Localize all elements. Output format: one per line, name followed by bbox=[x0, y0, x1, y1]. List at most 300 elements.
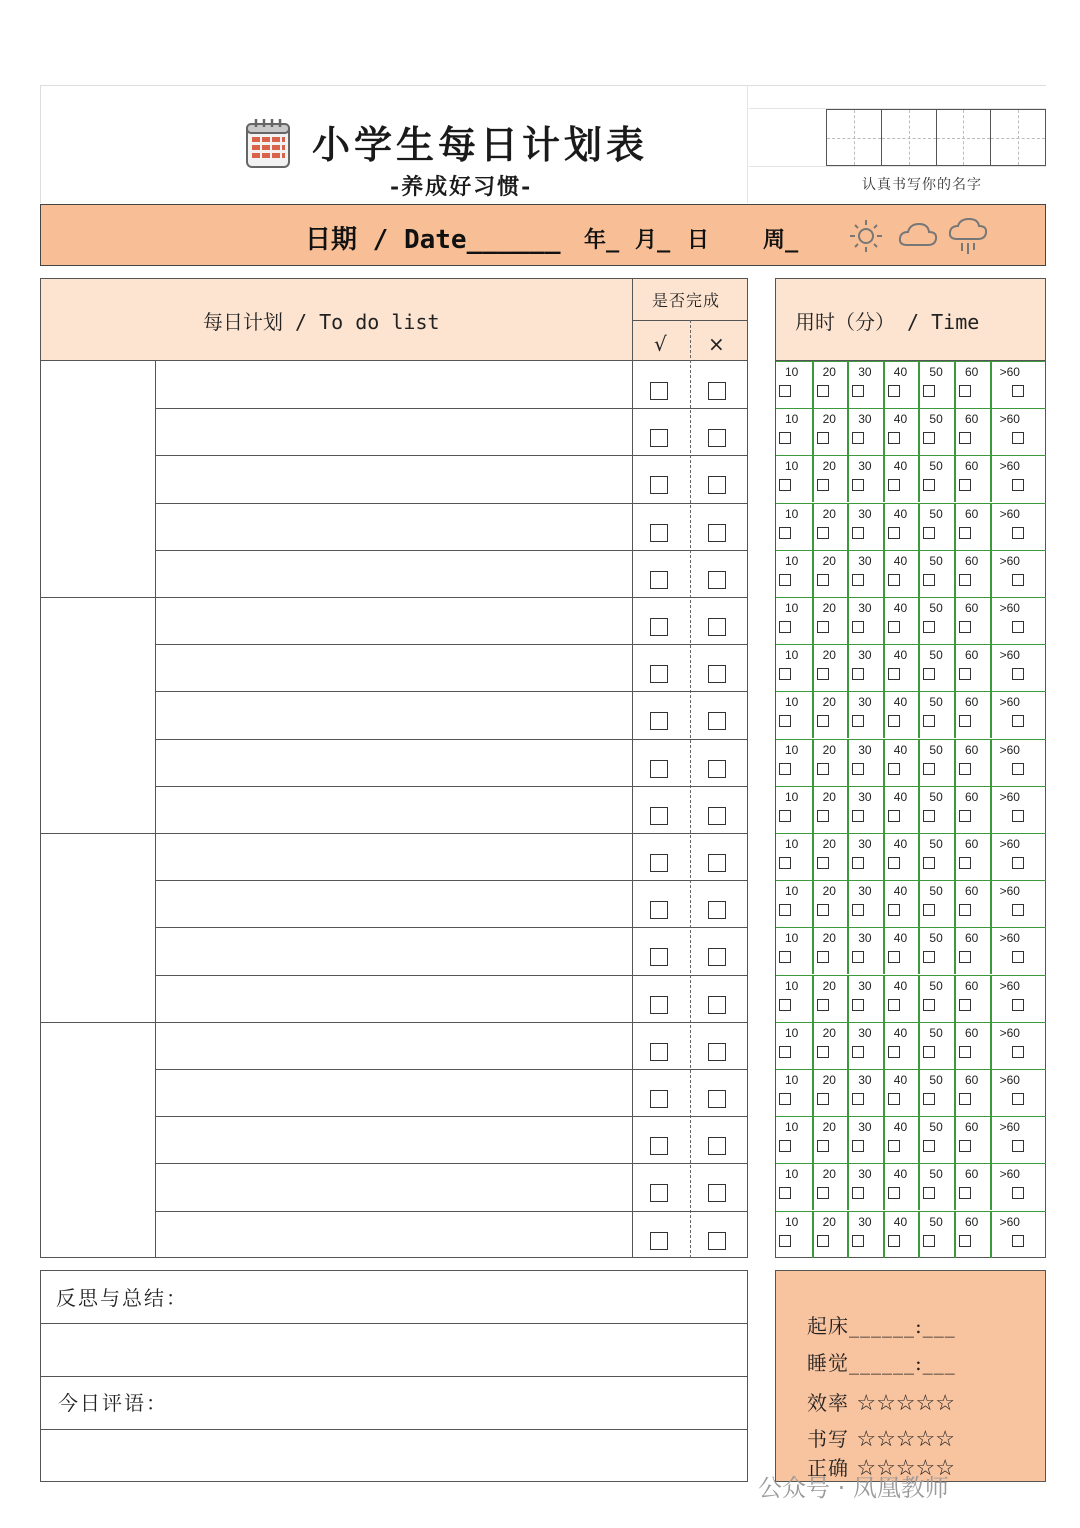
not-done-checkbox[interactable] bbox=[708, 1043, 726, 1061]
not-done-checkbox[interactable] bbox=[708, 524, 726, 542]
time-option[interactable] bbox=[990, 455, 1046, 502]
not-done-checkbox[interactable] bbox=[708, 712, 726, 730]
time-option[interactable] bbox=[812, 1069, 848, 1116]
time-checkbox[interactable] bbox=[959, 479, 971, 491]
time-option[interactable] bbox=[812, 1022, 848, 1069]
time-option[interactable] bbox=[847, 408, 883, 455]
task-input-row[interactable] bbox=[156, 833, 632, 880]
time-option[interactable] bbox=[990, 1022, 1046, 1069]
time-option[interactable] bbox=[812, 550, 848, 597]
done-checkbox[interactable] bbox=[650, 712, 668, 730]
time-checkbox[interactable] bbox=[923, 951, 935, 963]
time-option[interactable] bbox=[847, 1211, 883, 1258]
not-done-checkbox[interactable] bbox=[708, 807, 726, 825]
time-checkbox[interactable] bbox=[959, 1046, 971, 1058]
time-option[interactable] bbox=[812, 503, 848, 550]
time-checkbox[interactable] bbox=[1012, 527, 1024, 539]
not-done-checkbox[interactable] bbox=[708, 665, 726, 683]
done-checkbox[interactable] bbox=[650, 1137, 668, 1155]
time-checkbox[interactable] bbox=[888, 527, 900, 539]
time-option[interactable] bbox=[990, 833, 1046, 880]
time-checkbox[interactable] bbox=[923, 385, 935, 397]
not-done-checkbox[interactable] bbox=[708, 476, 726, 494]
time-option[interactable] bbox=[918, 1022, 954, 1069]
time-option[interactable] bbox=[883, 455, 919, 502]
star-icons[interactable]: ☆☆☆☆☆ bbox=[856, 1456, 955, 1481]
time-option[interactable] bbox=[918, 503, 954, 550]
time-option[interactable] bbox=[847, 691, 883, 738]
time-option[interactable] bbox=[918, 927, 954, 974]
time-checkbox[interactable] bbox=[852, 1235, 864, 1247]
time-checkbox[interactable] bbox=[779, 574, 791, 586]
time-option[interactable] bbox=[776, 503, 812, 550]
time-option[interactable] bbox=[990, 1163, 1046, 1210]
time-checkbox[interactable] bbox=[923, 574, 935, 586]
time-checkbox[interactable] bbox=[1012, 763, 1024, 775]
time-checkbox[interactable] bbox=[1012, 574, 1024, 586]
time-option[interactable] bbox=[954, 691, 990, 738]
time-option[interactable] bbox=[918, 1163, 954, 1210]
time-option[interactable] bbox=[954, 739, 990, 786]
time-checkbox[interactable] bbox=[888, 668, 900, 680]
time-option[interactable] bbox=[918, 550, 954, 597]
time-checkbox[interactable] bbox=[923, 432, 935, 444]
time-checkbox[interactable] bbox=[817, 810, 829, 822]
time-option[interactable] bbox=[812, 975, 848, 1022]
time-option[interactable] bbox=[883, 1163, 919, 1210]
time-option[interactable] bbox=[776, 644, 812, 691]
time-checkbox[interactable] bbox=[959, 810, 971, 822]
done-checkbox[interactable] bbox=[650, 382, 668, 400]
time-option[interactable] bbox=[918, 1211, 954, 1258]
time-checkbox[interactable] bbox=[1012, 621, 1024, 633]
time-option[interactable] bbox=[918, 691, 954, 738]
time-option[interactable] bbox=[883, 880, 919, 927]
time-option[interactable] bbox=[776, 927, 812, 974]
time-option[interactable] bbox=[918, 739, 954, 786]
time-option[interactable] bbox=[812, 597, 848, 644]
time-checkbox[interactable] bbox=[779, 763, 791, 775]
time-option[interactable] bbox=[918, 833, 954, 880]
time-checkbox[interactable] bbox=[1012, 479, 1024, 491]
time-option[interactable] bbox=[812, 739, 848, 786]
time-checkbox[interactable] bbox=[817, 1046, 829, 1058]
task-input-row[interactable] bbox=[156, 880, 632, 927]
time-checkbox[interactable] bbox=[1012, 857, 1024, 869]
time-checkbox[interactable] bbox=[1012, 999, 1024, 1011]
time-checkbox[interactable] bbox=[1012, 1140, 1024, 1152]
time-option[interactable] bbox=[883, 644, 919, 691]
time-option[interactable] bbox=[776, 691, 812, 738]
time-checkbox[interactable] bbox=[852, 904, 864, 916]
time-checkbox[interactable] bbox=[779, 1140, 791, 1152]
time-checkbox[interactable] bbox=[923, 715, 935, 727]
time-checkbox[interactable] bbox=[779, 1187, 791, 1199]
time-checkbox[interactable] bbox=[1012, 1187, 1024, 1199]
name-cell[interactable] bbox=[827, 110, 882, 165]
time-option[interactable] bbox=[918, 786, 954, 833]
time-checkbox[interactable] bbox=[959, 1093, 971, 1105]
time-checkbox[interactable] bbox=[959, 385, 971, 397]
task-input-row[interactable] bbox=[156, 927, 632, 974]
time-option[interactable] bbox=[847, 786, 883, 833]
time-option[interactable] bbox=[883, 1211, 919, 1258]
task-input-row[interactable] bbox=[156, 975, 632, 1022]
time-checkbox[interactable] bbox=[779, 1235, 791, 1247]
time-checkbox[interactable] bbox=[959, 999, 971, 1011]
time-checkbox[interactable] bbox=[959, 1140, 971, 1152]
time-option[interactable] bbox=[954, 455, 990, 502]
time-option[interactable] bbox=[918, 975, 954, 1022]
time-option[interactable] bbox=[883, 833, 919, 880]
not-done-checkbox[interactable] bbox=[708, 760, 726, 778]
time-option[interactable] bbox=[812, 1163, 848, 1210]
time-checkbox[interactable] bbox=[852, 857, 864, 869]
time-option[interactable] bbox=[883, 691, 919, 738]
time-checkbox[interactable] bbox=[923, 1235, 935, 1247]
done-checkbox[interactable] bbox=[650, 1090, 668, 1108]
time-checkbox[interactable] bbox=[923, 1187, 935, 1199]
time-checkbox[interactable] bbox=[852, 951, 864, 963]
time-checkbox[interactable] bbox=[888, 385, 900, 397]
time-checkbox[interactable] bbox=[888, 574, 900, 586]
time-checkbox[interactable] bbox=[817, 951, 829, 963]
time-checkbox[interactable] bbox=[817, 999, 829, 1011]
time-option[interactable] bbox=[883, 361, 919, 408]
task-input-row[interactable] bbox=[156, 644, 632, 691]
time-option[interactable] bbox=[883, 1069, 919, 1116]
time-checkbox[interactable] bbox=[1012, 1093, 1024, 1105]
done-checkbox[interactable] bbox=[650, 948, 668, 966]
time-checkbox[interactable] bbox=[817, 857, 829, 869]
time-option[interactable] bbox=[883, 739, 919, 786]
time-checkbox[interactable] bbox=[1012, 715, 1024, 727]
time-option[interactable] bbox=[812, 833, 848, 880]
time-option[interactable] bbox=[847, 550, 883, 597]
time-checkbox[interactable] bbox=[959, 904, 971, 916]
time-option[interactable] bbox=[847, 739, 883, 786]
time-checkbox[interactable] bbox=[817, 1140, 829, 1152]
time-checkbox[interactable] bbox=[959, 1187, 971, 1199]
time-option[interactable] bbox=[776, 1022, 812, 1069]
time-checkbox[interactable] bbox=[779, 810, 791, 822]
time-option[interactable] bbox=[847, 597, 883, 644]
time-checkbox[interactable] bbox=[779, 432, 791, 444]
time-checkbox[interactable] bbox=[817, 1187, 829, 1199]
time-checkbox[interactable] bbox=[923, 1140, 935, 1152]
time-option[interactable] bbox=[883, 503, 919, 550]
not-done-checkbox[interactable] bbox=[708, 901, 726, 919]
month-field[interactable]: 月_ bbox=[635, 228, 671, 253]
time-checkbox[interactable] bbox=[959, 763, 971, 775]
time-checkbox[interactable] bbox=[817, 385, 829, 397]
time-option[interactable] bbox=[847, 975, 883, 1022]
time-option[interactable] bbox=[812, 786, 848, 833]
time-option[interactable] bbox=[847, 644, 883, 691]
time-checkbox[interactable] bbox=[1012, 1046, 1024, 1058]
time-checkbox[interactable] bbox=[852, 574, 864, 586]
not-done-checkbox[interactable] bbox=[708, 1137, 726, 1155]
time-checkbox[interactable] bbox=[888, 1140, 900, 1152]
time-option[interactable] bbox=[990, 550, 1046, 597]
time-option[interactable] bbox=[776, 739, 812, 786]
task-input-row[interactable] bbox=[156, 1116, 632, 1163]
time-checkbox[interactable] bbox=[779, 1046, 791, 1058]
time-checkbox[interactable] bbox=[959, 668, 971, 680]
name-cell[interactable] bbox=[882, 110, 937, 165]
star-icons[interactable]: ☆☆☆☆☆ bbox=[856, 1427, 955, 1452]
time-checkbox[interactable] bbox=[923, 479, 935, 491]
time-checkbox[interactable] bbox=[888, 1093, 900, 1105]
time-checkbox[interactable] bbox=[817, 479, 829, 491]
task-input-row[interactable] bbox=[156, 1069, 632, 1116]
time-option[interactable] bbox=[918, 644, 954, 691]
done-checkbox[interactable] bbox=[650, 854, 668, 872]
time-option[interactable] bbox=[883, 408, 919, 455]
writing-rating[interactable] bbox=[807, 1423, 955, 1452]
time-checkbox[interactable] bbox=[817, 574, 829, 586]
done-checkbox[interactable] bbox=[650, 429, 668, 447]
time-option[interactable] bbox=[990, 408, 1046, 455]
time-option[interactable] bbox=[954, 408, 990, 455]
time-checkbox[interactable] bbox=[817, 715, 829, 727]
time-checkbox[interactable] bbox=[959, 1235, 971, 1247]
time-option[interactable] bbox=[990, 503, 1046, 550]
time-checkbox[interactable] bbox=[888, 951, 900, 963]
time-checkbox[interactable] bbox=[923, 1046, 935, 1058]
name-cell[interactable] bbox=[937, 110, 992, 165]
time-option[interactable] bbox=[918, 1069, 954, 1116]
task-input-row[interactable] bbox=[156, 597, 632, 644]
time-option[interactable] bbox=[847, 455, 883, 502]
time-checkbox[interactable] bbox=[923, 810, 935, 822]
time-checkbox[interactable] bbox=[817, 527, 829, 539]
time-option[interactable] bbox=[776, 880, 812, 927]
done-checkbox[interactable] bbox=[650, 807, 668, 825]
time-option[interactable] bbox=[918, 1116, 954, 1163]
time-checkbox[interactable] bbox=[1012, 810, 1024, 822]
not-done-checkbox[interactable] bbox=[708, 382, 726, 400]
time-checkbox[interactable] bbox=[1012, 432, 1024, 444]
time-option[interactable] bbox=[954, 927, 990, 974]
not-done-checkbox[interactable] bbox=[708, 1232, 726, 1250]
not-done-checkbox[interactable] bbox=[708, 996, 726, 1014]
time-option[interactable] bbox=[847, 503, 883, 550]
time-option[interactable] bbox=[954, 644, 990, 691]
name-writing-grid[interactable] bbox=[826, 109, 1046, 166]
time-checkbox[interactable] bbox=[817, 1093, 829, 1105]
time-option[interactable] bbox=[847, 927, 883, 974]
time-option[interactable] bbox=[847, 1069, 883, 1116]
time-option[interactable] bbox=[812, 691, 848, 738]
task-input-row[interactable] bbox=[156, 550, 632, 597]
time-checkbox[interactable] bbox=[779, 479, 791, 491]
star-icons[interactable]: ☆☆☆☆☆ bbox=[856, 1391, 955, 1416]
not-done-checkbox[interactable] bbox=[708, 571, 726, 589]
done-checkbox[interactable] bbox=[650, 618, 668, 636]
time-option[interactable] bbox=[990, 644, 1046, 691]
not-done-checkbox[interactable] bbox=[708, 429, 726, 447]
time-checkbox[interactable] bbox=[852, 621, 864, 633]
time-option[interactable] bbox=[812, 927, 848, 974]
done-checkbox[interactable] bbox=[650, 476, 668, 494]
rain-icon[interactable] bbox=[947, 217, 989, 257]
not-done-checkbox[interactable] bbox=[708, 948, 726, 966]
time-option[interactable] bbox=[918, 408, 954, 455]
time-option[interactable] bbox=[990, 1211, 1046, 1258]
time-option[interactable] bbox=[812, 1116, 848, 1163]
time-checkbox[interactable] bbox=[923, 668, 935, 680]
done-checkbox[interactable] bbox=[650, 760, 668, 778]
sleep-time[interactable]: 睡觉______:___ bbox=[807, 1351, 956, 1375]
time-option[interactable] bbox=[954, 1163, 990, 1210]
time-checkbox[interactable] bbox=[888, 621, 900, 633]
time-checkbox[interactable] bbox=[852, 810, 864, 822]
time-checkbox[interactable] bbox=[817, 621, 829, 633]
time-option[interactable] bbox=[990, 1069, 1046, 1116]
time-option[interactable] bbox=[954, 1116, 990, 1163]
time-checkbox[interactable] bbox=[959, 574, 971, 586]
time-option[interactable] bbox=[990, 1116, 1046, 1163]
time-checkbox[interactable] bbox=[888, 715, 900, 727]
not-done-checkbox[interactable] bbox=[708, 618, 726, 636]
time-option[interactable] bbox=[954, 880, 990, 927]
time-option[interactable] bbox=[954, 1211, 990, 1258]
time-checkbox[interactable] bbox=[1012, 904, 1024, 916]
time-checkbox[interactable] bbox=[959, 527, 971, 539]
time-option[interactable] bbox=[954, 975, 990, 1022]
time-checkbox[interactable] bbox=[852, 999, 864, 1011]
time-option[interactable] bbox=[776, 1211, 812, 1258]
time-option[interactable] bbox=[883, 1116, 919, 1163]
time-checkbox[interactable] bbox=[959, 857, 971, 869]
time-option[interactable] bbox=[812, 455, 848, 502]
time-option[interactable] bbox=[883, 975, 919, 1022]
time-option[interactable] bbox=[776, 408, 812, 455]
time-checkbox[interactable] bbox=[852, 1093, 864, 1105]
time-checkbox[interactable] bbox=[888, 1046, 900, 1058]
time-checkbox[interactable] bbox=[888, 432, 900, 444]
task-input-row[interactable] bbox=[156, 455, 632, 502]
task-input-row[interactable] bbox=[156, 503, 632, 550]
time-checkbox[interactable] bbox=[779, 1093, 791, 1105]
done-checkbox[interactable] bbox=[650, 901, 668, 919]
task-input-row[interactable] bbox=[156, 1211, 632, 1258]
day-field[interactable]: 日 bbox=[687, 228, 710, 253]
time-option[interactable] bbox=[990, 691, 1046, 738]
time-checkbox[interactable] bbox=[923, 527, 935, 539]
time-option[interactable] bbox=[776, 1069, 812, 1116]
time-checkbox[interactable] bbox=[888, 904, 900, 916]
time-checkbox[interactable] bbox=[779, 668, 791, 680]
time-checkbox[interactable] bbox=[852, 527, 864, 539]
time-option[interactable] bbox=[776, 786, 812, 833]
time-checkbox[interactable] bbox=[923, 763, 935, 775]
time-checkbox[interactable] bbox=[852, 1140, 864, 1152]
time-checkbox[interactable] bbox=[888, 479, 900, 491]
time-option[interactable] bbox=[883, 550, 919, 597]
time-checkbox[interactable] bbox=[779, 999, 791, 1011]
time-option[interactable] bbox=[883, 1022, 919, 1069]
not-done-checkbox[interactable] bbox=[708, 1090, 726, 1108]
time-option[interactable] bbox=[883, 786, 919, 833]
time-checkbox[interactable] bbox=[852, 1187, 864, 1199]
time-checkbox[interactable] bbox=[817, 763, 829, 775]
time-option[interactable] bbox=[954, 503, 990, 550]
task-input-row[interactable] bbox=[156, 691, 632, 738]
time-checkbox[interactable] bbox=[852, 1046, 864, 1058]
task-input-row[interactable] bbox=[156, 361, 632, 408]
year-field[interactable]: 年_ bbox=[584, 228, 620, 253]
time-checkbox[interactable] bbox=[888, 763, 900, 775]
time-checkbox[interactable] bbox=[888, 857, 900, 869]
time-checkbox[interactable] bbox=[779, 621, 791, 633]
time-checkbox[interactable] bbox=[923, 857, 935, 869]
wake-time[interactable]: 起床______:___ bbox=[807, 1314, 956, 1338]
time-option[interactable] bbox=[918, 455, 954, 502]
time-checkbox[interactable] bbox=[959, 621, 971, 633]
time-option[interactable] bbox=[883, 927, 919, 974]
week-field[interactable]: 周_ bbox=[763, 228, 799, 253]
time-option[interactable] bbox=[847, 1163, 883, 1210]
time-option[interactable] bbox=[776, 1163, 812, 1210]
time-option[interactable] bbox=[990, 975, 1046, 1022]
time-option[interactable] bbox=[812, 408, 848, 455]
time-option[interactable] bbox=[847, 361, 883, 408]
name-cell[interactable] bbox=[991, 110, 1045, 165]
time-option[interactable] bbox=[918, 361, 954, 408]
efficiency-rating[interactable] bbox=[807, 1387, 955, 1416]
time-checkbox[interactable] bbox=[888, 1235, 900, 1247]
time-checkbox[interactable] bbox=[888, 999, 900, 1011]
time-option[interactable] bbox=[954, 597, 990, 644]
time-checkbox[interactable] bbox=[852, 668, 864, 680]
time-option[interactable] bbox=[847, 880, 883, 927]
time-option[interactable] bbox=[847, 833, 883, 880]
time-checkbox[interactable] bbox=[923, 904, 935, 916]
time-option[interactable] bbox=[918, 597, 954, 644]
time-option[interactable] bbox=[776, 975, 812, 1022]
date-label[interactable]: 日期 / Date______ bbox=[305, 225, 561, 255]
done-checkbox[interactable] bbox=[650, 1043, 668, 1061]
task-input-row[interactable] bbox=[156, 408, 632, 455]
time-checkbox[interactable] bbox=[852, 763, 864, 775]
not-done-checkbox[interactable] bbox=[708, 854, 726, 872]
time-option[interactable] bbox=[990, 739, 1046, 786]
task-input-row[interactable] bbox=[156, 1163, 632, 1210]
time-option[interactable] bbox=[776, 833, 812, 880]
cloud-icon[interactable] bbox=[897, 219, 939, 251]
time-option[interactable] bbox=[990, 880, 1046, 927]
time-checkbox[interactable] bbox=[817, 1235, 829, 1247]
time-checkbox[interactable] bbox=[852, 479, 864, 491]
time-option[interactable] bbox=[812, 644, 848, 691]
time-option[interactable] bbox=[776, 550, 812, 597]
time-checkbox[interactable] bbox=[1012, 668, 1024, 680]
time-checkbox[interactable] bbox=[779, 385, 791, 397]
time-option[interactable] bbox=[776, 597, 812, 644]
task-input-row[interactable] bbox=[156, 739, 632, 786]
time-option[interactable] bbox=[812, 1211, 848, 1258]
time-option[interactable] bbox=[847, 1116, 883, 1163]
time-checkbox[interactable] bbox=[852, 385, 864, 397]
time-option[interactable] bbox=[776, 1116, 812, 1163]
time-checkbox[interactable] bbox=[779, 904, 791, 916]
task-input-row[interactable] bbox=[156, 786, 632, 833]
done-checkbox[interactable] bbox=[650, 1232, 668, 1250]
time-option[interactable] bbox=[954, 550, 990, 597]
time-option[interactable] bbox=[990, 786, 1046, 833]
